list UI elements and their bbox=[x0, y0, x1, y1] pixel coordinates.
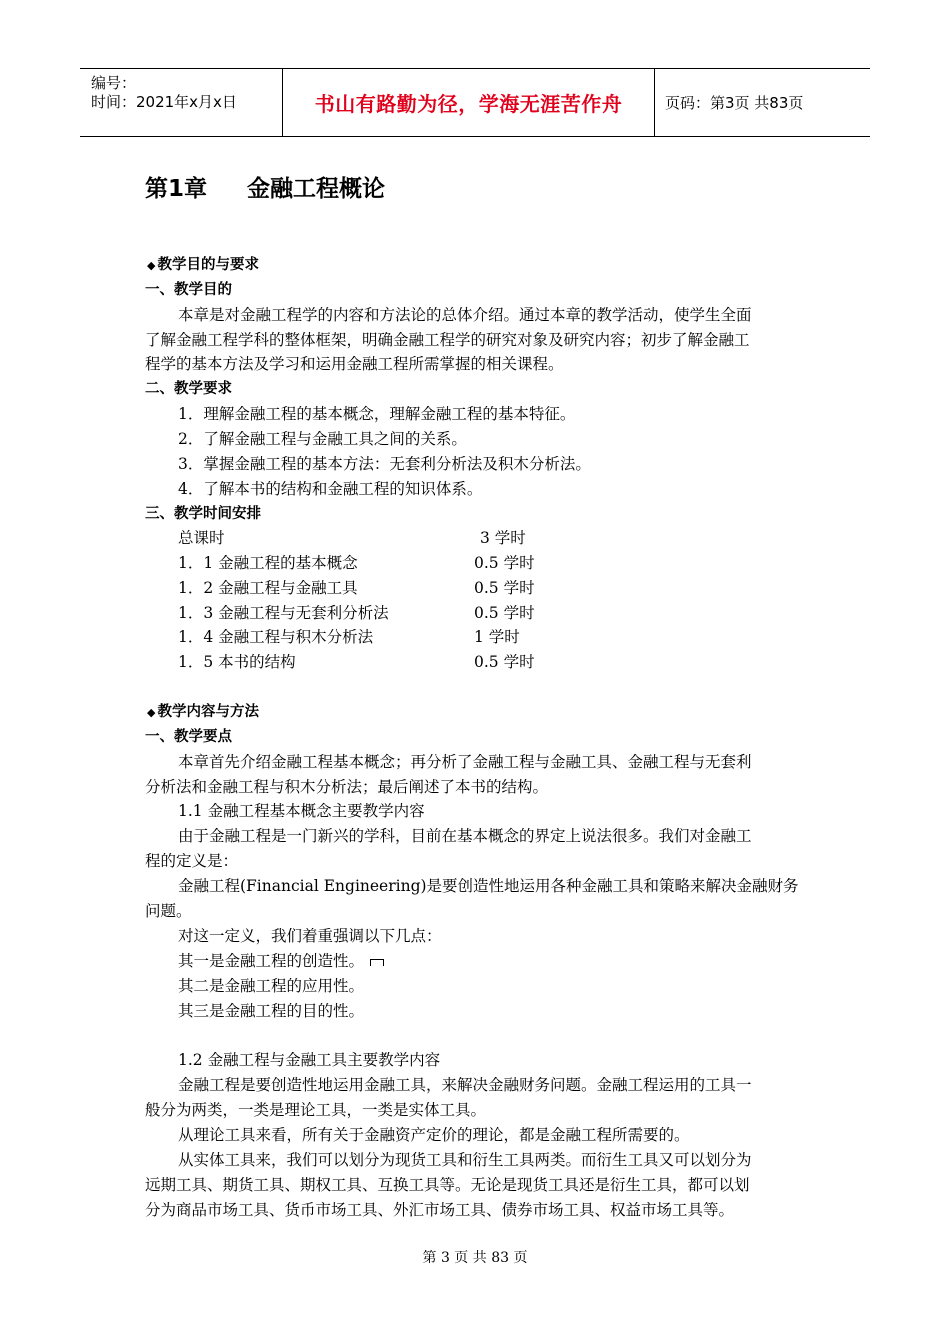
paragraph-line: 对这一定义，我们着重强调以下几点： bbox=[178, 927, 442, 945]
goals-s3-heading: 三、教学时间安排 bbox=[145, 506, 261, 522]
header-meta-cell bbox=[80, 69, 283, 136]
chapter-name: 金融工程概论 bbox=[247, 176, 386, 202]
schedule-hours: 0.5 学时 bbox=[474, 604, 535, 622]
goals-s1-line: 了解金融工程学科的整体框架，明确金融工程学的研究对象及研究内容；初步了解金融工 bbox=[145, 331, 750, 349]
date-label: 时间：2021年x月x日 bbox=[91, 93, 237, 111]
paragraph-line: 从理论工具来看，所有关于金融资产定价的理论，都是金融工程所需要的。 bbox=[178, 1126, 690, 1144]
paragraph-line: 般分为两类，一类是理论工具，一类是实体工具。 bbox=[145, 1101, 487, 1119]
requirement-item: 4．了解本书的结构和金融工程的知识体系。 bbox=[178, 480, 483, 498]
schedule-item: 1．4 金融工程与积木分析法 bbox=[178, 628, 374, 646]
schedule-hours: 0.5 学时 bbox=[474, 554, 535, 572]
schedule-hours: 0.5 学时 bbox=[474, 579, 535, 597]
point-item: 其三是金融工程的目的性。 bbox=[178, 1002, 365, 1020]
paragraph-line: 分为商品市场工具、货币市场工具、外汇市场工具、债券市场工具、权益市场工具等。 bbox=[145, 1201, 735, 1219]
requirement-item: 3．掌握金融工程的基本方法：无套利分析法及积木分析法。 bbox=[178, 455, 591, 473]
paragraph-line: 金融工程是要创造性地运用金融工具，来解决金融财务问题。金融工程运用的工具一 bbox=[178, 1076, 752, 1094]
paragraph-line: 金融工程(Financial Engineering)是要创造性地运用各种金融工具和策略来解决金融财务 bbox=[178, 877, 799, 895]
schedule-item: 1．5 本书的结构 bbox=[178, 653, 296, 671]
goals-s1-line: 本章是对金融工程学的内容和方法论的总体介绍。通过本章的教学活动，使学生全面 bbox=[178, 306, 752, 324]
motto: 书山有路勤为径，学海无涯苦作舟 bbox=[314, 92, 623, 116]
header-page-cell bbox=[655, 69, 870, 136]
paragraph-line: 由于金融工程是一门新兴的学科，目前在基本概念的界定上说法很多。我们对金融工 bbox=[178, 827, 752, 845]
paragraph-line: 程的定义是： bbox=[145, 852, 239, 870]
schedule-item: 1．2 金融工程与金融工具 bbox=[178, 579, 358, 597]
paragraph-line: 远期工具、期货工具、期权工具、互换工具等。无论是现货工具还是衍生工具，都可以划 bbox=[145, 1176, 750, 1194]
content-heading: ◆ 教学内容与方法 bbox=[147, 704, 259, 720]
diamond-icon: ◆ bbox=[147, 259, 156, 272]
header-motto-cell bbox=[283, 69, 655, 136]
code-label: 编号： bbox=[91, 74, 137, 92]
cursor-mark-icon bbox=[370, 959, 384, 966]
goals-s1-line: 程学的基本方法及学习和运用金融工程所需掌握的相关课程。 bbox=[145, 355, 564, 373]
schedule-hours: 1 学时 bbox=[474, 628, 520, 646]
schedule-item: 1．3 金融工程与无套利分析法 bbox=[178, 604, 389, 622]
schedule-hours: 3 学时 bbox=[480, 529, 526, 547]
page-label: 页码：第3页 共83页 bbox=[665, 94, 804, 112]
requirement-item: 1．理解金融工程的基本概念，理解金融工程的基本特征。 bbox=[178, 405, 576, 423]
subsection-heading: 1.1 金融工程基本概念主要教学内容 bbox=[178, 802, 425, 820]
page-footer: 第 3 页 共 83 页 bbox=[422, 1250, 528, 1266]
goals-s2-heading: 二、教学要求 bbox=[145, 381, 232, 397]
schedule-hours: 0.5 学时 bbox=[474, 653, 535, 671]
subsection-heading: 1.2 金融工程与金融工具主要教学内容 bbox=[178, 1051, 441, 1069]
paragraph-line: 分析法和金融工程与积木分析法；最后阐述了本书的结构。 bbox=[145, 778, 549, 796]
diamond-icon: ◆ bbox=[147, 706, 156, 719]
chapter-title bbox=[145, 170, 385, 203]
schedule-item: 总课时 bbox=[178, 529, 225, 547]
point-item: 其二是金融工程的应用性。 bbox=[178, 977, 365, 995]
chapter-number: 第1章 bbox=[145, 176, 208, 202]
paragraph-line: 问题。 bbox=[145, 902, 192, 920]
goals-s1-heading: 一、教学目的 bbox=[145, 282, 232, 298]
paragraph-line: 本章首先介绍金融工程基本概念；再分析了金融工程与金融工具、金融工程与无套利 bbox=[178, 753, 752, 771]
schedule-item: 1．1 金融工程的基本概念 bbox=[178, 554, 358, 572]
requirement-item: 2．了解金融工程与金融工具之间的关系。 bbox=[178, 430, 467, 448]
page-header bbox=[80, 68, 870, 137]
goals-heading: ◆ 教学目的与要求 bbox=[147, 257, 259, 273]
content-s1-heading: 一、教学要点 bbox=[145, 729, 232, 745]
point-item: 其一是金融工程的创造性。 bbox=[178, 951, 384, 971]
paragraph-line: 从实体工具来，我们可以划分为现货工具和衍生工具两类。而衍生工具又可以划分为 bbox=[178, 1151, 752, 1169]
